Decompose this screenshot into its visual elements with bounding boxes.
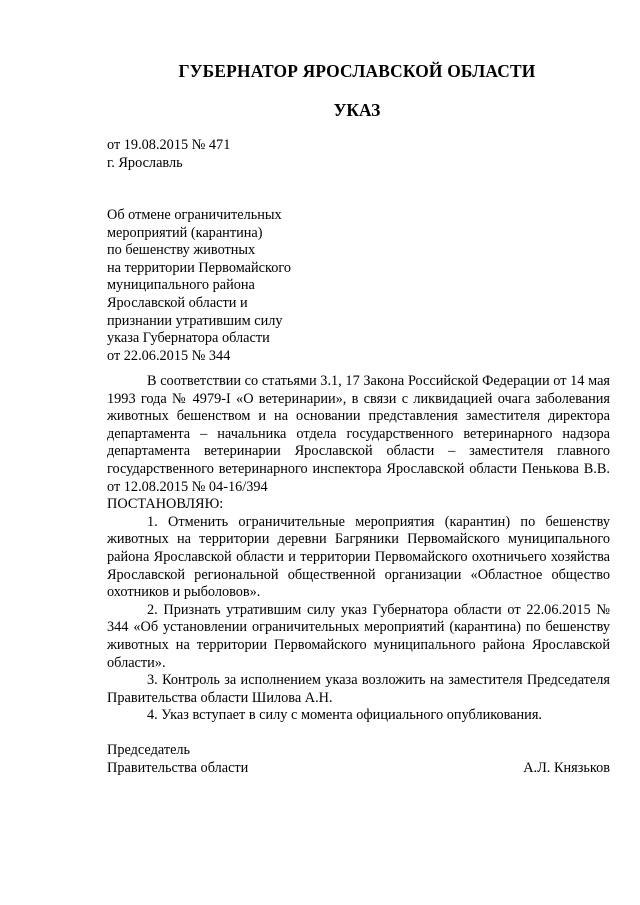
- document-city: г. Ярославль: [107, 154, 183, 171]
- subject-line: по бешенству животных: [107, 242, 256, 259]
- decree-item-1: 1. Отменить ограничительные мероприятия (карантин) по бешенству животных на территории деревни Багряники Первомайского муниципального района Ярославской области и территории Первомайского охотничьего хозяйства Ярославской региональной общественной организации «Областное общество охотников и рыболовов».: [107, 513, 610, 601]
- subject-line: Ярославской области и: [107, 294, 248, 311]
- signer-position-line2: Правительства области: [107, 759, 249, 776]
- signer-name: А.Л. Князьков: [523, 759, 610, 776]
- subject-line: мероприятий (карантина): [107, 224, 263, 241]
- document-meta: [107, 137, 230, 172]
- document-date-number: от 19.08.2015 № 471: [107, 137, 231, 153]
- signature-row: [107, 760, 610, 778]
- subject-line: Об отмене ограничительных: [107, 207, 282, 223]
- subject-line: признании утратившим силу: [107, 312, 283, 329]
- decree-item-4: 4. Указ вступает в силу с момента официального опубликования.: [147, 707, 542, 724]
- decree-word: ПОСТАНОВЛЯЮ:: [107, 496, 224, 513]
- subject-line: указа Губернатора области: [107, 330, 270, 347]
- subject-line: на территории Первомайского: [107, 259, 292, 276]
- document-authority-title: ГУБЕРНАТОР ЯРОСЛАВСКОЙ ОБЛАСТИ: [178, 61, 536, 81]
- document-body: [107, 373, 610, 725]
- signer-position-line1: Председатель: [107, 742, 191, 758]
- document-type-title: УКАЗ: [333, 100, 381, 120]
- signature-block: [107, 742, 610, 777]
- subject-line: от 22.06.2015 № 344: [107, 347, 231, 364]
- decree-item-2: 2. Признать утратившим силу указ Губернатора области от 22.06.2015 № 344 «Об установлении ограничительных мероприятий (карантина) по бешенству животных на территории Первомайского муниципального района Ярославской области».: [107, 601, 610, 671]
- document-subject: [107, 207, 347, 365]
- decree-item-3: 3. Контроль за исполнением указа возложить на заместителя Председателя Правительства области Шилова А.Н.: [107, 672, 610, 706]
- preamble-paragraph: В соответствии со статьями 3.1, 17 Закона Российской Федерации от 14 мая 1993 года № 4979-I «О ветеринарии», в связи с ликвидацией очага заболевания животных бешенством и на основании представления заместителя директора департамента – начальника отдела государственного ветеринарного надзора департамента ветеринарии Ярославской области – заместителя главного государственного ветеринарного инспектора Ярославской области Пенькова В.В. от 12.08.2015 № 04-16/394: [107, 373, 610, 495]
- subject-line: муниципального района: [107, 277, 255, 294]
